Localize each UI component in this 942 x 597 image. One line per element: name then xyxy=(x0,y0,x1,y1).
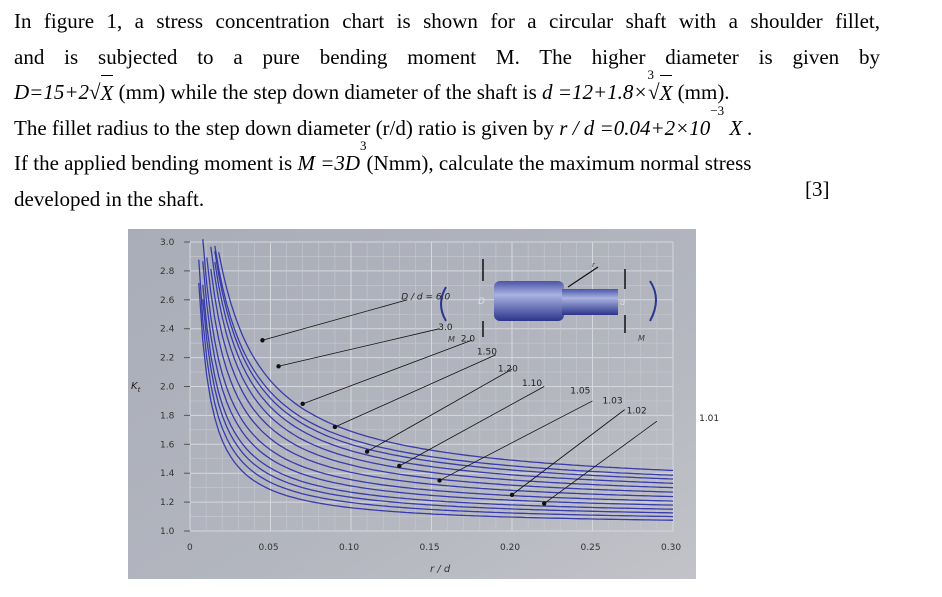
problem-text-3a: (mm) while the step down diameter of the shaft is xyxy=(113,80,543,104)
problem-line-4 xyxy=(14,102,880,147)
y-tick-label: 2.0 xyxy=(160,382,175,393)
leader-arrowhead xyxy=(260,338,264,342)
leader-arrowhead xyxy=(276,364,280,368)
y-axis-label: $K_t$ xyxy=(131,381,141,394)
eq-rd: r / d =0.04+2×10 xyxy=(559,115,711,140)
cube-root-index: 3 xyxy=(647,67,655,82)
y-tick-label: 1.4 xyxy=(160,469,175,480)
y-tick-label: 2.4 xyxy=(160,324,175,335)
curve-label: D / d = 6.0 xyxy=(401,292,451,303)
eq-rd-x: X . xyxy=(724,115,753,140)
leader-arrowhead xyxy=(510,493,514,497)
y-tick-label: 1.0 xyxy=(160,527,175,537)
y-tick-label: 2.6 xyxy=(160,295,175,306)
problem-text-1: In figure 1, a stress concentration chart is shown for a circular shaft with a shoulder fillet, xyxy=(14,9,880,33)
x-tick-label: 0.25 xyxy=(580,543,601,553)
problem-line-1 xyxy=(14,4,880,40)
x-tick-label: 0.30 xyxy=(661,543,682,553)
problem-line-5 xyxy=(14,138,880,182)
x-tick-label: 0.15 xyxy=(419,543,440,553)
y-tick-label: 1.6 xyxy=(160,440,175,451)
leader-arrowhead xyxy=(301,402,305,406)
curve-label: 1.02 xyxy=(626,406,647,417)
chart-grid xyxy=(190,242,673,531)
eq-d-radicand: X xyxy=(660,75,673,111)
curve-label: 1.10 xyxy=(522,379,543,390)
eq-D-radicand: X xyxy=(101,75,114,111)
problem-text-5a: If the applied bending moment is xyxy=(14,151,298,175)
y-tick-label: 2.2 xyxy=(160,353,175,364)
eq-M: M =3D xyxy=(297,151,361,175)
x-axis-label: r / d xyxy=(430,564,451,575)
y-tick-label: 2.8 xyxy=(160,266,175,277)
eq-D: D=15+2 xyxy=(14,80,90,104)
problem-text-6: developed in the shaft. xyxy=(14,186,205,211)
diagram-D-label: D xyxy=(478,297,485,307)
problem-line-2 xyxy=(14,40,880,76)
problem-line-3 xyxy=(14,67,880,111)
leader-arrowhead xyxy=(437,478,441,482)
leader-arrowhead xyxy=(397,464,401,468)
shaft-small-section xyxy=(562,289,618,315)
eq-rd-exp: −3 xyxy=(710,102,725,118)
problem-text-5b: (Nmm), calculate the maximum normal stress xyxy=(366,151,752,175)
diagram-r-label: r xyxy=(592,261,595,269)
curve-label: 1.05 xyxy=(570,386,591,397)
problem-line-6 xyxy=(14,182,880,218)
y-tick-label: 1.8 xyxy=(160,411,175,422)
x-tick-label: 0.05 xyxy=(258,543,279,553)
marks-label: [3] xyxy=(805,177,830,201)
curve-label: 1.01 xyxy=(699,413,720,424)
curve-label: 1.03 xyxy=(602,396,623,407)
sqrt-symbol: √ xyxy=(89,80,101,104)
shaft-large-section xyxy=(494,281,564,321)
eq-d: d =12+1.8× xyxy=(542,80,648,104)
problem-text-2: and is subjected to a pure bending moment M. The higher diameter is given by xyxy=(14,44,880,69)
curve-label: 3.0 xyxy=(438,322,453,333)
y-tick-label: 1.2 xyxy=(160,498,175,509)
leader-arrowhead xyxy=(365,449,369,453)
diagram-d-label: d xyxy=(620,298,626,307)
leader-arrowhead xyxy=(542,501,546,505)
curve-label: 2.0 xyxy=(460,334,476,345)
eq-M-exp: 3 xyxy=(360,138,367,153)
x-tick-label: 0.10 xyxy=(339,543,360,553)
diagram-M-left-label: M xyxy=(448,335,455,344)
curve-label: 1.50 xyxy=(476,347,497,358)
cbrt-symbol: √ xyxy=(648,80,660,104)
leader-arrowhead xyxy=(333,425,337,429)
x-tick-label: 0.20 xyxy=(500,543,521,553)
problem-statement xyxy=(14,4,880,217)
stress-concentration-chart xyxy=(128,229,720,579)
curve-label: 1.20 xyxy=(497,364,518,375)
problem-text-4: The fillet radius to the step down diameter (r/d) ratio is given by xyxy=(14,115,560,140)
y-tick-label: 3.0 xyxy=(160,238,175,248)
diagram-M-right-label: M xyxy=(638,334,645,343)
problem-text-3b: (mm). xyxy=(672,80,730,104)
x-tick-label: 0 xyxy=(187,543,193,553)
